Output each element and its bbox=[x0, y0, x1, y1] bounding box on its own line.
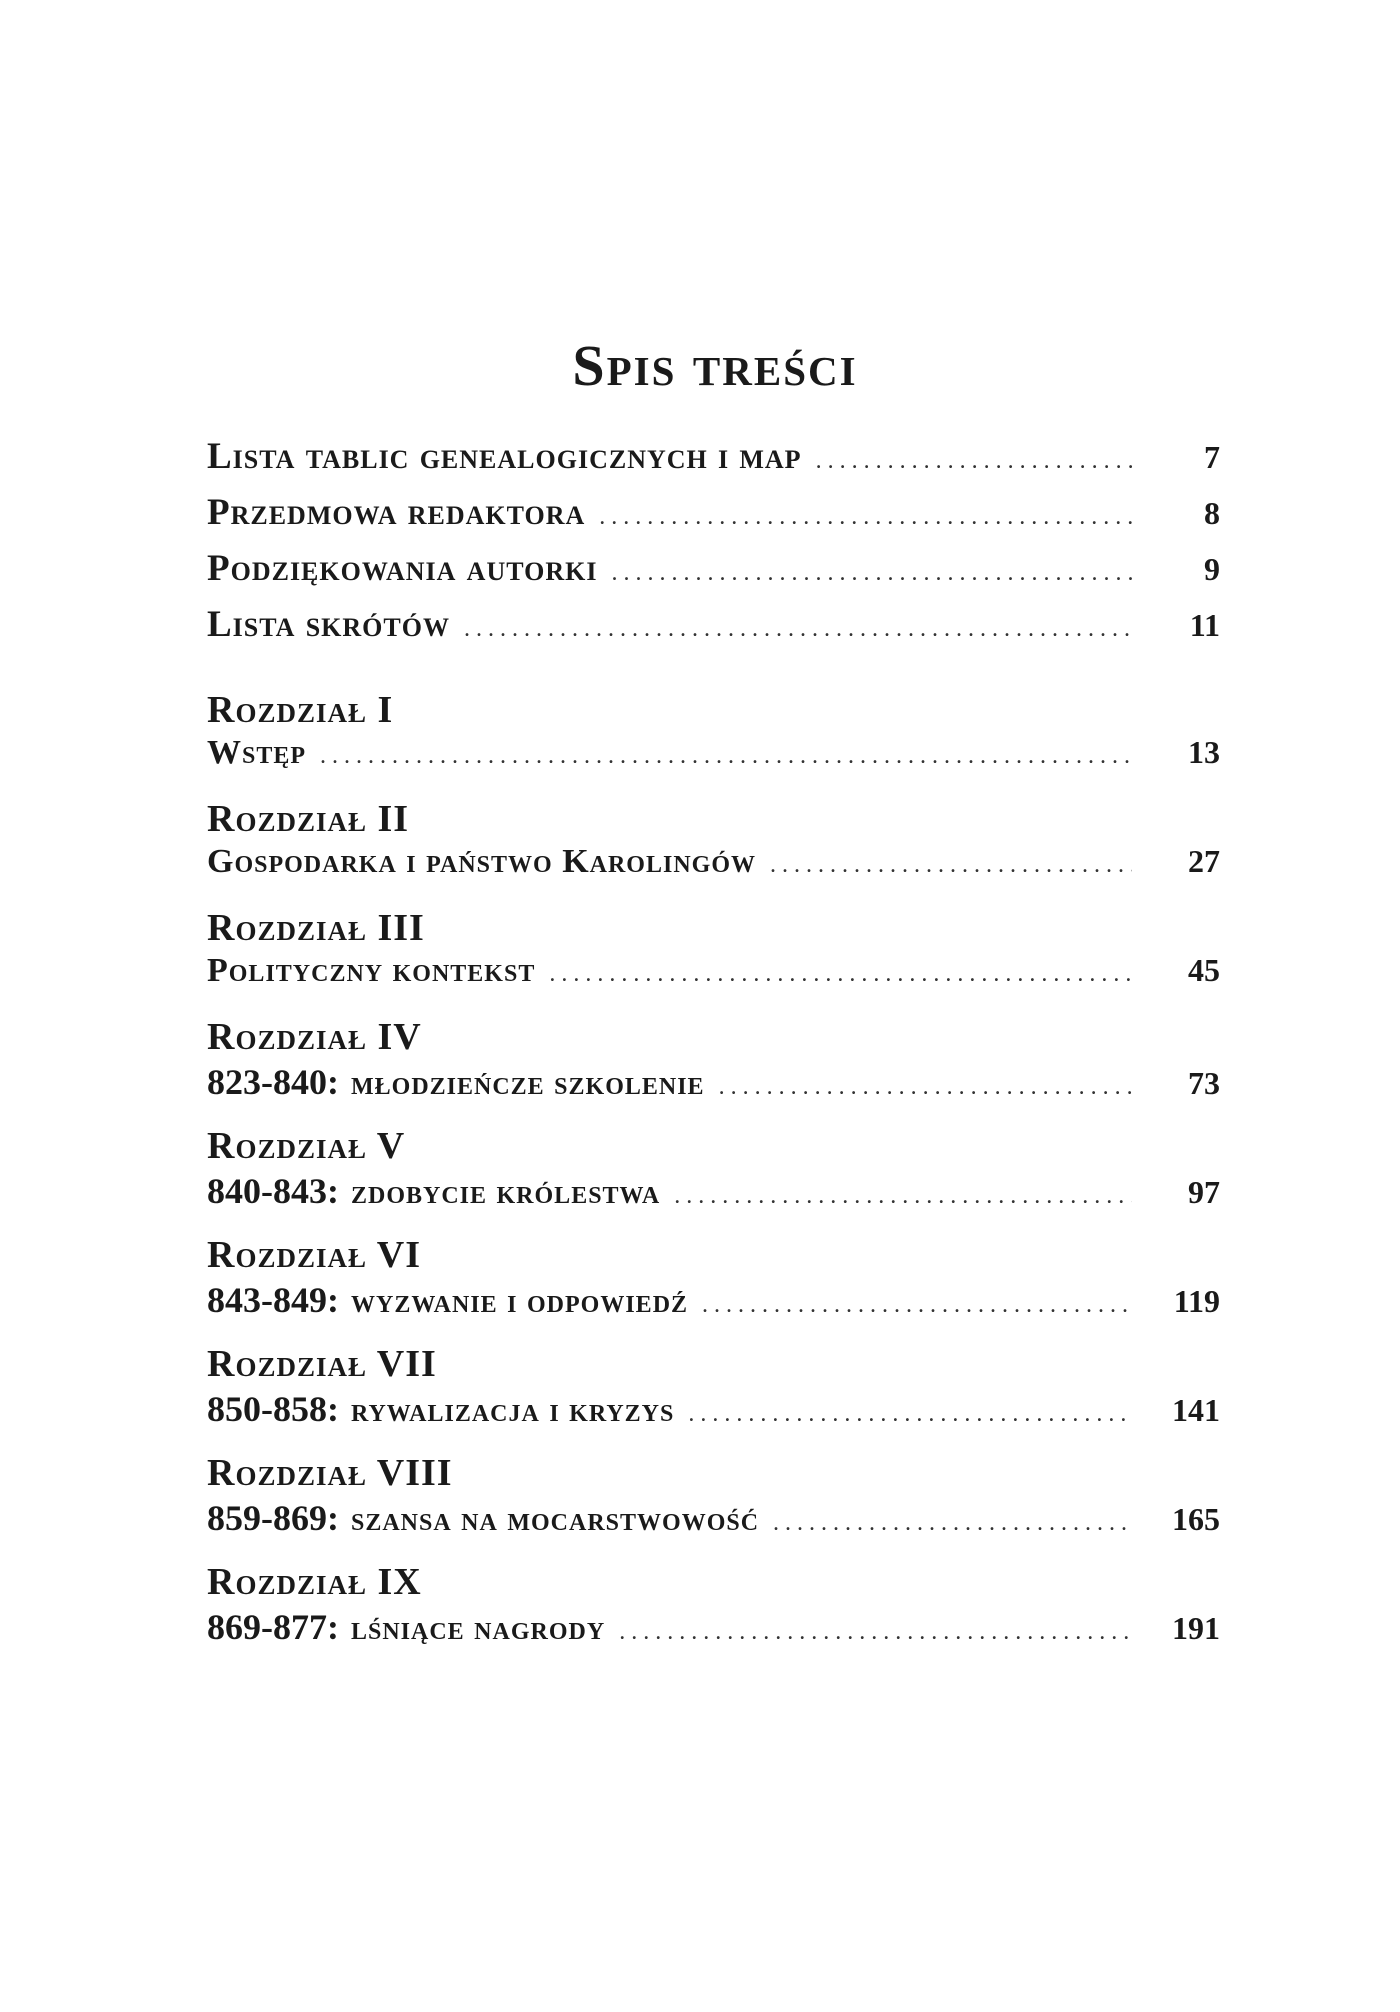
toc-entry-label: Podziękowania autorki bbox=[207, 548, 598, 589]
chapter-dates: 869-877: bbox=[207, 1607, 339, 1647]
chapter-title-line bbox=[207, 1061, 1220, 1115]
chapter-title-line bbox=[207, 1170, 1220, 1224]
dot-leader bbox=[464, 616, 1132, 643]
chapter-list bbox=[207, 686, 1220, 1667]
chapter-title: wyzwanie i odpowiedź bbox=[350, 1283, 689, 1320]
chapter-title: Polityczny kontekst bbox=[207, 952, 536, 989]
toc-page-number: 8 bbox=[1204, 495, 1220, 531]
chapter-heading: Rozdział V bbox=[207, 1125, 406, 1167]
dot-leader bbox=[549, 961, 1132, 988]
chapter-heading: Rozdział VII bbox=[207, 1343, 437, 1385]
chapter-page-number: 165 bbox=[1172, 1501, 1220, 1537]
chapter-page-number: 73 bbox=[1188, 1065, 1220, 1101]
toc-page-number: 11 bbox=[1189, 607, 1220, 643]
dot-leader bbox=[719, 1074, 1132, 1101]
toc-entry-label: Lista tablic genealogicznych i map bbox=[207, 436, 802, 477]
toc-entry bbox=[207, 491, 1220, 547]
chapter-page-number: 97 bbox=[1188, 1174, 1220, 1210]
chapter-entry bbox=[207, 1013, 1220, 1122]
toc-page-number: 7 bbox=[1204, 439, 1220, 475]
toc-page-number: 9 bbox=[1204, 551, 1220, 587]
chapter-title-line bbox=[207, 734, 1220, 788]
chapter-heading: Rozdział I bbox=[207, 689, 394, 731]
dot-leader bbox=[320, 743, 1132, 770]
page-title: Spis treści bbox=[572, 333, 858, 398]
chapter-entry bbox=[207, 904, 1220, 1013]
toc-entry-label: Lista skrótów bbox=[207, 604, 450, 645]
chapter-page-number: 119 bbox=[1173, 1283, 1220, 1319]
chapter-entry bbox=[207, 1340, 1220, 1449]
chapter-title-line bbox=[207, 1279, 1220, 1333]
chapter-entry bbox=[207, 1231, 1220, 1340]
chapter-title-line bbox=[207, 1388, 1220, 1442]
chapter-title: rywalizacja i kryzys bbox=[350, 1392, 675, 1429]
chapter-dates: 859-869: bbox=[207, 1498, 339, 1538]
chapter-heading: Rozdział IX bbox=[207, 1561, 422, 1603]
chapter-title: Gospodarka i państwo Karolingów bbox=[207, 843, 756, 880]
chapter-entry bbox=[207, 795, 1220, 904]
chapter-entry bbox=[207, 686, 1220, 795]
toc-entry bbox=[207, 547, 1220, 603]
chapter-title-line bbox=[207, 843, 1220, 897]
toc-entry bbox=[207, 603, 1220, 659]
chapter-dates: 823-840: bbox=[207, 1062, 339, 1102]
chapter-page-number: 45 bbox=[1188, 952, 1220, 988]
dot-leader bbox=[619, 1619, 1132, 1646]
chapter-heading: Rozdział VIII bbox=[207, 1452, 453, 1494]
dot-leader bbox=[816, 448, 1132, 475]
chapter-title: szansa na mocarstwowość bbox=[350, 1501, 760, 1538]
dot-leader bbox=[611, 560, 1132, 587]
chapter-title: lśniące nagrody bbox=[350, 1610, 606, 1647]
chapter-page-number: 13 bbox=[1188, 734, 1220, 770]
chapter-page-number: 141 bbox=[1172, 1392, 1220, 1428]
chapter-title: Wstęp bbox=[207, 734, 307, 771]
dot-leader bbox=[773, 1510, 1132, 1537]
dot-leader bbox=[688, 1401, 1132, 1428]
chapter-dates: 843-849: bbox=[207, 1280, 339, 1320]
chapter-page-number: 27 bbox=[1188, 843, 1220, 879]
chapter-title-line bbox=[207, 1497, 1220, 1551]
toc-entry bbox=[207, 435, 1220, 491]
chapter-title: zdobycie królestwa bbox=[350, 1174, 661, 1211]
chapter-page-number: 191 bbox=[1172, 1610, 1220, 1646]
dot-leader bbox=[599, 504, 1132, 531]
chapter-heading: Rozdział VI bbox=[207, 1234, 422, 1276]
dot-leader bbox=[674, 1183, 1132, 1210]
toc-entry-label: Przedmowa redaktora bbox=[207, 492, 586, 533]
chapter-title-line bbox=[207, 952, 1220, 1006]
chapter-title-line bbox=[207, 1606, 1220, 1660]
dot-leader bbox=[770, 852, 1132, 879]
front-matter-list bbox=[207, 435, 1220, 659]
chapter-heading: Rozdział III bbox=[207, 907, 425, 949]
chapter-entry bbox=[207, 1558, 1220, 1667]
chapter-dates: 850-858: bbox=[207, 1389, 339, 1429]
chapter-heading: Rozdział II bbox=[207, 798, 410, 840]
chapter-dates: 840-843: bbox=[207, 1171, 339, 1211]
chapter-title: młodzieńcze szkolenie bbox=[350, 1065, 705, 1102]
chapter-heading: Rozdział IV bbox=[207, 1016, 422, 1058]
chapter-entry bbox=[207, 1449, 1220, 1558]
chapter-entry bbox=[207, 1122, 1220, 1231]
dot-leader bbox=[702, 1292, 1132, 1319]
